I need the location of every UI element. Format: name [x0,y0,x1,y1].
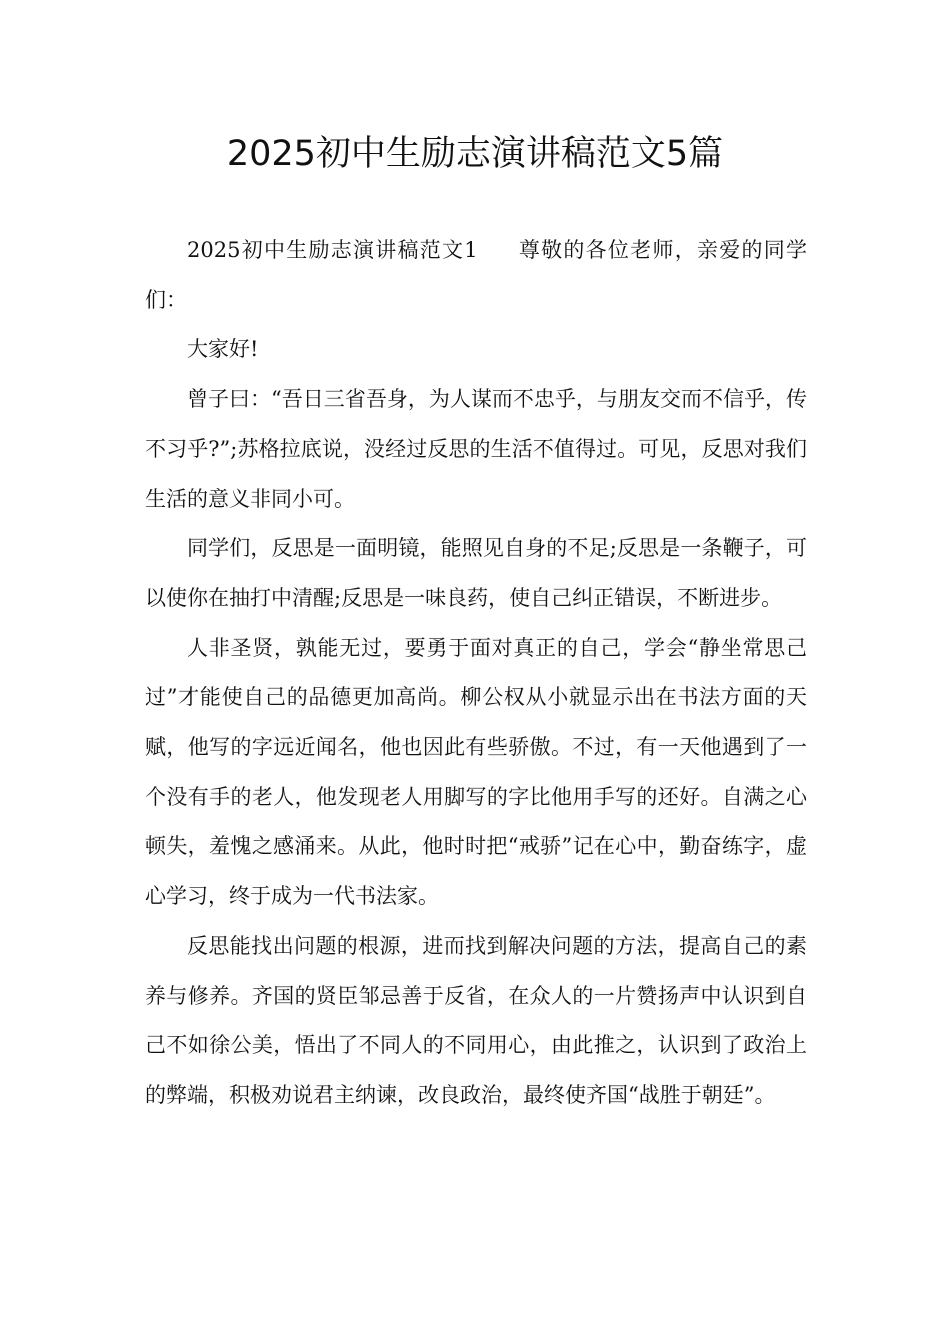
intro-paragraph [145,226,807,325]
paragraph-greeting: 大家好! [187,337,259,362]
paragraph-liu-gongquan: 人非圣贤，孰能无过，要勇于面对真正的自己，学会“静坐常思己过”才能使自己的品德更加高尚。柳公权从小就显示出在书法方面的天赋，他写的字远近闻名，他也因此有些骄傲。不过，有一天他遇到了一个没有手的老人，他发现老人用脚写的字比他用手写的还好。自满之心顿失，羞愧之感涌来。从此，他时时把“戒骄”记在心中，勤奋练字，虚心学习，终于成为一代书法家。 [145,635,807,909]
paragraph-mirror: 同学们，反思是一面明镜，能照见自身的不足;反思是一条鞭子，可以使你在抽打中清醒;反思是一味良药，使自己纠正错误，不断进步。 [145,536,807,610]
document-title: 2025初中生励志演讲稿范文5篇 [226,134,724,174]
intro-heading: 2025初中生励志演讲稿范文1 [187,238,478,262]
paragraph-zou-ji: 反思能找出问题的根源，进而找到解决问题的方法，提高自己的素养与修养。齐国的贤臣邹忌善于反省，在众人的一片赞扬声中认识到自己不如徐公美，悟出了不同人的不同用心，由此推之，认识到了政治上的弊端，积极劝说君主纳谏，改良政治，最终使齐国“战胜于朝廷”。 [145,933,807,1107]
document-body [145,226,807,1121]
intro-salutation: 尊敬的各位老师，亲爱的同学们： [145,238,807,312]
paragraph-quote: 曾子曰：“吾日三省吾身，为人谋而不忠乎，与朋友交而不信乎，传不习乎?”;苏格拉底说，没经过反思的生活不值得过。可见，反思对我们生活的意义非同小可。 [145,387,807,511]
